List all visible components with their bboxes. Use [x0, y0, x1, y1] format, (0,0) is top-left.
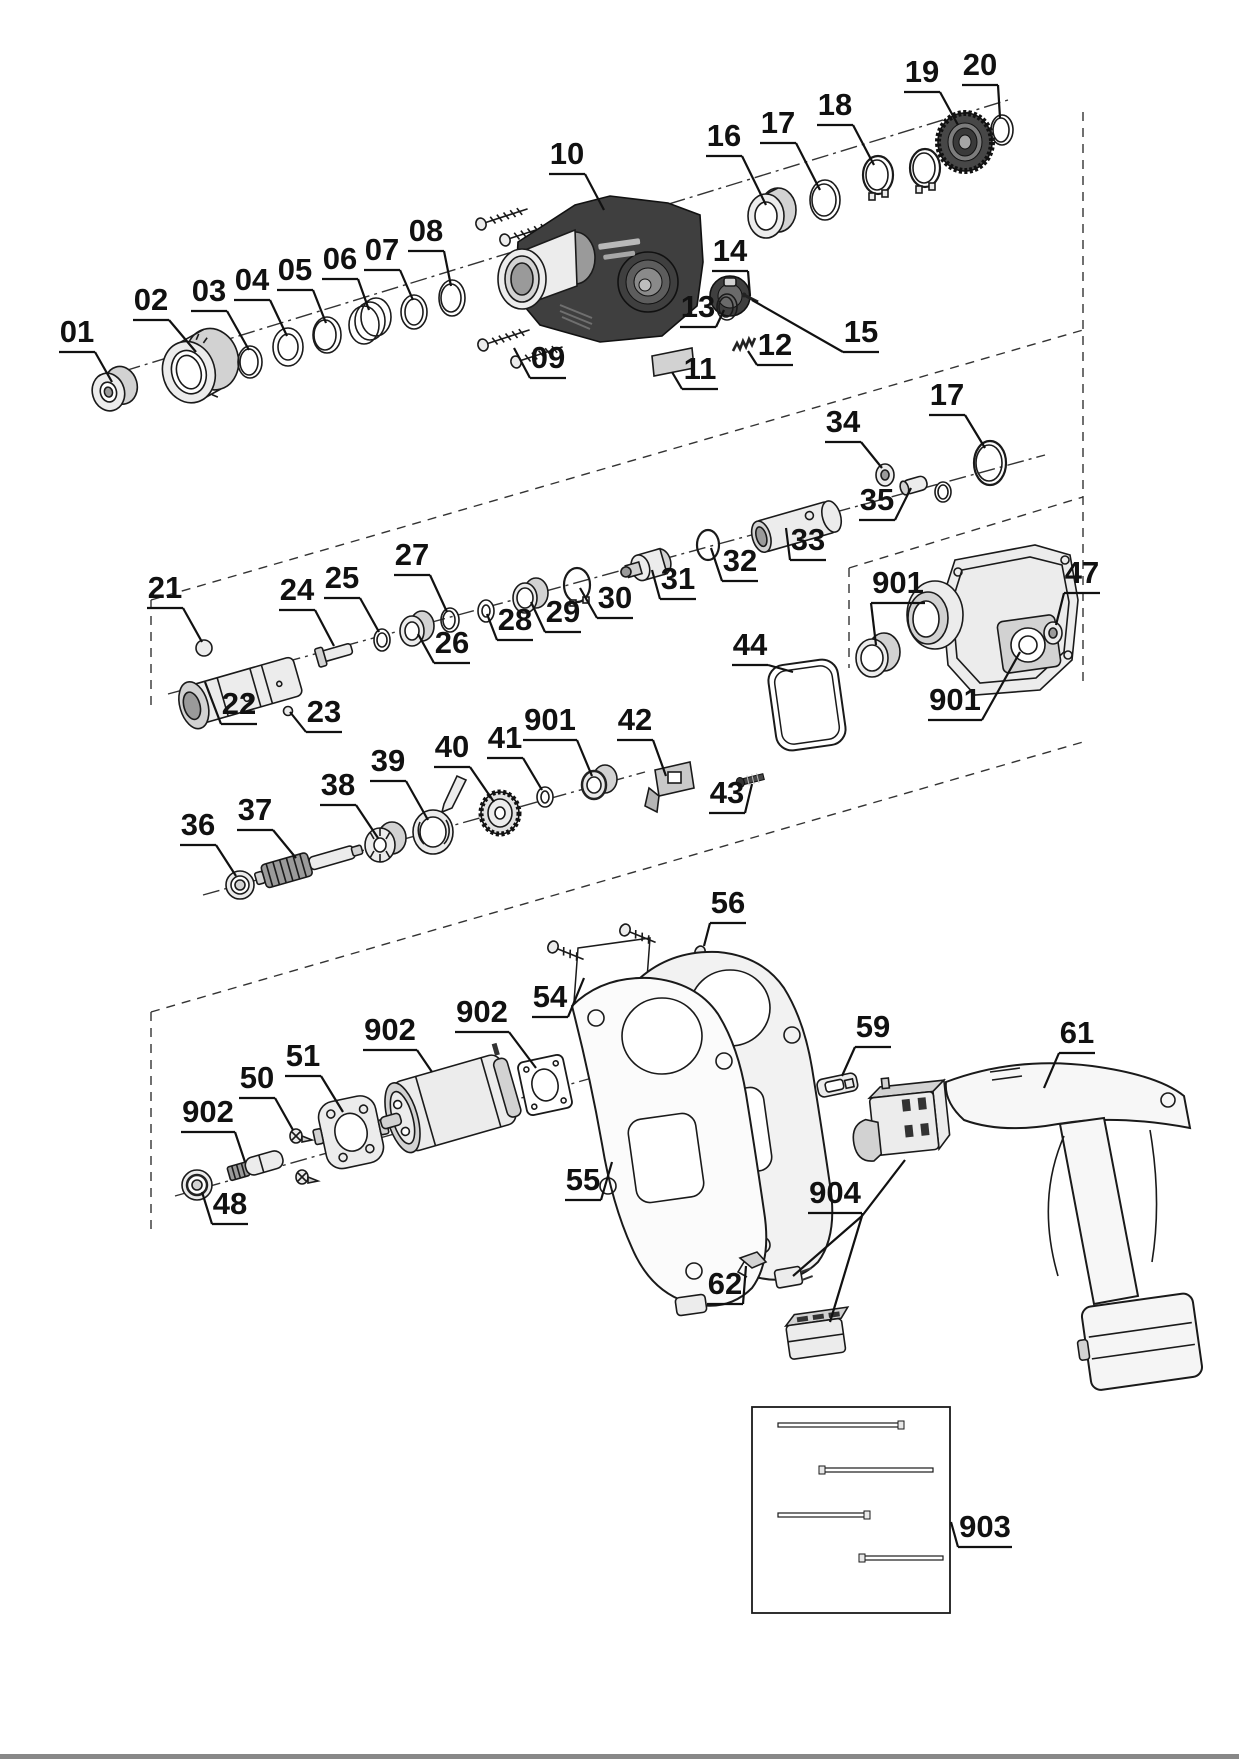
part-label-55-56 — [565, 1162, 612, 1200]
part-number-text: 14 — [712, 233, 748, 268]
bearing-26 — [400, 611, 434, 646]
circlip-18b — [910, 149, 940, 193]
part-number-text: 902 — [182, 1094, 234, 1129]
handle-housing-61 — [946, 1063, 1203, 1392]
bearing-48 — [182, 1170, 212, 1200]
part-number-text: 27 — [394, 537, 430, 572]
part-label-01-0 — [59, 314, 112, 382]
part-label-25-24 — [324, 560, 379, 632]
ring-35b — [935, 482, 951, 502]
chuck-cap-01 — [87, 363, 143, 415]
part-number-text: 39 — [370, 743, 406, 778]
ring-32 — [697, 530, 719, 560]
part-number-text: 24 — [279, 572, 315, 607]
part-number-text: 34 — [825, 404, 861, 439]
part-label-40-44 — [434, 729, 494, 802]
part-number-text: 48 — [212, 1186, 248, 1221]
ring-07 — [401, 295, 427, 329]
chuck-collar-02 — [154, 322, 248, 410]
screw-50b — [296, 1170, 318, 1184]
part-number-text: 41 — [487, 720, 523, 755]
part-number-text: 32 — [722, 543, 758, 578]
part-number-text: 11 — [683, 351, 717, 386]
part-number-text: 61 — [1059, 1015, 1095, 1050]
part-number-text: 31 — [660, 561, 696, 596]
washer-25 — [374, 629, 390, 651]
washer-41 — [537, 787, 553, 807]
bearing-ring-16 — [748, 188, 796, 238]
spring-12 — [733, 338, 755, 351]
part-number-text: 25 — [324, 560, 360, 595]
part-number-text: 902 — [364, 1012, 416, 1047]
part-label-27-26 — [394, 537, 447, 612]
motor-902b — [369, 1042, 524, 1159]
part-label-36-40 — [180, 807, 236, 876]
part-number-text: 54 — [532, 979, 568, 1014]
ring-17b — [974, 441, 1006, 485]
part-label-20-19 — [962, 47, 1000, 118]
part-number-text: 38 — [320, 767, 356, 802]
bearing-ring-901a — [856, 633, 900, 677]
part-label-903-62 — [951, 1509, 1012, 1547]
part-number-text: 26 — [434, 625, 470, 660]
part-label-902-53 — [363, 1012, 432, 1072]
part-number-text: 21 — [147, 570, 183, 605]
part-number-text: 10 — [549, 136, 585, 171]
part-label-17-16 — [760, 105, 820, 190]
part-label-12-11 — [748, 327, 793, 365]
bolt-24 — [314, 639, 354, 667]
border-top-middle-section — [151, 330, 1083, 600]
part-label-09-8 — [514, 340, 566, 378]
part-number-text: 01 — [59, 314, 95, 349]
part-label-62-60 — [707, 1266, 746, 1304]
part-number-text: 901 — [524, 702, 576, 737]
part-number-text: 56 — [710, 885, 746, 920]
part-number-text: 37 — [237, 792, 273, 827]
part-label-21-20 — [147, 570, 202, 642]
trigger-button-59 — [816, 1072, 859, 1098]
part-number-text: 43 — [709, 775, 745, 810]
bearing-901c — [582, 765, 617, 799]
part-number-text: 29 — [545, 594, 581, 629]
part-number-text: 19 — [904, 54, 940, 89]
part-number-text: 06 — [322, 241, 358, 276]
part-label-34-33 — [825, 404, 882, 468]
part-number-text: 901 — [929, 682, 981, 717]
part-number-text: 04 — [234, 262, 270, 297]
part-number-text: 59 — [855, 1009, 891, 1044]
part-number-text: 901 — [872, 565, 924, 600]
part-label-16-15 — [706, 118, 766, 205]
part-number-text: 03 — [191, 273, 227, 308]
bracket-42 — [645, 762, 694, 812]
part-label-39-43 — [370, 743, 428, 820]
part-label-59-58 — [842, 1009, 891, 1076]
part-label-02-1 — [133, 282, 196, 352]
part-number-text: 55 — [565, 1162, 601, 1197]
part-label-08-7 — [408, 213, 451, 286]
part-number-text: 02 — [133, 282, 169, 317]
gasket-44 — [766, 658, 847, 753]
part-number-text: 903 — [959, 1509, 1011, 1544]
part-label-56-57 — [704, 885, 746, 946]
part-label-05-4 — [277, 252, 326, 323]
part-number-text: 62 — [707, 1266, 743, 1301]
part-number-text: 05 — [277, 252, 313, 287]
part-number-text: 17 — [929, 377, 965, 412]
part-number-text: 35 — [859, 482, 895, 517]
part-label-33-32 — [786, 522, 826, 560]
part-number-text: 40 — [434, 729, 470, 764]
part-label-902-50 — [181, 1094, 245, 1162]
terminal-block-904c — [784, 1307, 854, 1359]
screw-set-box-903 — [752, 1407, 950, 1613]
selector-disc-39 — [413, 776, 466, 854]
motor-mount-plate-51 — [308, 1091, 395, 1173]
pin-35 — [899, 475, 929, 496]
part-number-text: 23 — [306, 694, 342, 729]
screw-50a — [290, 1129, 312, 1143]
spring-washers-06 — [349, 298, 391, 344]
washer-47 — [1044, 622, 1062, 644]
part-number-text: 36 — [180, 807, 216, 842]
part-number-text: 30 — [597, 580, 633, 615]
part-number-text: 18 — [817, 87, 853, 122]
intermediate-housing-901b — [907, 545, 1078, 695]
switch-904-main — [847, 1072, 951, 1163]
part-number-text: 08 — [408, 213, 444, 248]
part-number-text: 17 — [760, 105, 796, 140]
part-number-text: 44 — [732, 627, 768, 662]
part-number-text: 20 — [962, 47, 998, 82]
part-number-text: 12 — [757, 327, 793, 362]
part-number-text: 07 — [364, 232, 400, 267]
part-number-text: 16 — [706, 118, 742, 153]
gasket-902c — [517, 1054, 573, 1116]
part-label-42-47 — [617, 702, 666, 776]
part-label-38-42 — [320, 767, 378, 838]
bearing-36 — [226, 871, 254, 899]
ring-17a — [810, 180, 840, 220]
part-number-text: 50 — [239, 1060, 275, 1095]
part-number-text: 47 — [1064, 555, 1100, 590]
pinion-shaft-902a — [226, 1149, 285, 1182]
ring-03-inner — [240, 349, 258, 375]
ball-21 — [196, 640, 212, 656]
part-label-17-35 — [929, 377, 985, 448]
part-number-text: 28 — [497, 602, 533, 637]
circlip-18 — [863, 156, 893, 200]
gear-shaft-37 — [253, 837, 365, 890]
part-number-text: 15 — [843, 314, 879, 349]
ring-04 — [273, 328, 303, 366]
part-number-text: 51 — [285, 1038, 321, 1073]
part-number-text: 902 — [456, 994, 508, 1029]
part-number-text: 33 — [790, 522, 826, 557]
part-label-18-17 — [817, 87, 874, 165]
part-number-text: 904 — [809, 1175, 861, 1210]
ring-05 — [313, 317, 341, 353]
part-label-06-5 — [322, 241, 369, 310]
part-label-23-22 — [290, 694, 342, 732]
part-number-text: 22 — [221, 686, 257, 721]
part-number-text: 42 — [617, 702, 653, 737]
part-number-text: 13 — [680, 289, 716, 324]
washer-28 — [478, 600, 494, 622]
part-label-37-41 — [237, 792, 296, 858]
part-label-901-46 — [523, 702, 592, 776]
gear-housing-10 — [498, 196, 703, 342]
ring-20 — [991, 115, 1013, 145]
part-number-text: 09 — [530, 340, 566, 375]
ring-gear-19 — [938, 113, 992, 171]
gear-40 — [481, 792, 519, 834]
